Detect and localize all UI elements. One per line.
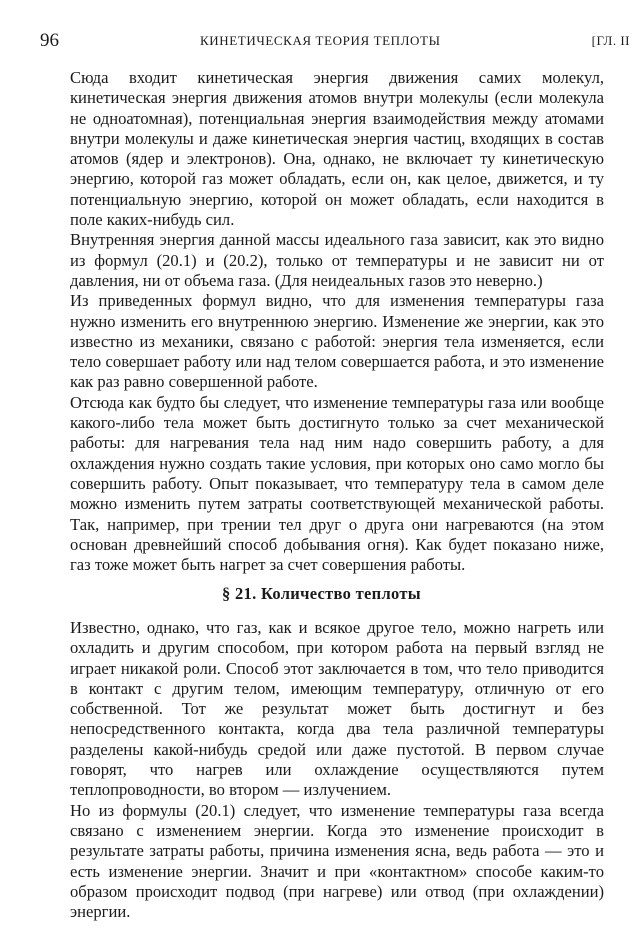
paragraph-mechanical-work: Отсюда как будто бы следует, что изменение температуры газа или вообще какого-либо тела может быть достигнуто только за счет механической работы: для нагревания тела над ним надо совершить работу, а для охлаждения нужно создать такие условия, при которых оно само могло бы совершить работу. Опыт показывает, что температуру тела в самом деле можно изменить путем затраты соответствующей механической работы. Так, например, при трении тел друг о друга они нагреваются (на этом основан древнейший способ добывания огня). Как будет показано ниже, газ тоже может быть нагрет за счет совершения работы. xyxy=(70,392,604,575)
running-head xyxy=(40,30,630,54)
page-number: 96 xyxy=(40,30,59,51)
paragraph-internal-energy-components: Сюда входит кинетическая энергия движения самих молекул, кинетическая энергия движения атомов внутри молекулы (если молекула не одноатомная), потенциальная энергия взаимодействия между атомами внутри молекулы и даже кинетическая энергия частиц, входящих в состав атомов (ядер и электронов). Она, однако, не включает ту кинетическую энергию, которой газ может обладать, если он, как целое, движется, и ту потенциальную энергию, которой он может обладать, если находится в поле каких-нибудь сил. xyxy=(70,68,604,230)
text-block-top xyxy=(70,68,604,575)
text-block-bottom xyxy=(70,618,604,922)
paragraph-energy-and-work: Из приведенных формул видно, что для изменения температуры газа нужно изменить его внутреннюю энергию. Изменение же энергии, как это известно из механики, связано с работой: энергия тела изменяется, если тело совершает работу или над телом совершается работа, и это изменение как раз равно совершенной работе. xyxy=(70,291,604,392)
paragraph-ideal-gas-energy: Внутренняя энергия данной массы идеального газа зависит, как это видно из формул (20.1) и (20.2), только от температуры и не зависит ни от давления, ни от объема газа. (Для неидеальных газов это неверно.) xyxy=(70,230,604,290)
paragraph-heat-transfer: Известно, однако, что газ, как и всякое другое тело, можно нагреть или охладить и другим способом, при котором работа на первый взгляд не играет никакой роли. Способ этот заключается в том, что тело приводится в контакт с другим телом, имеющим температуру, отличную от его собственной. Тот же результат может быть достигнут и без непосредственного контакта, когда два тела различной температуры разделены какой-нибудь средой или даже пустотой. В первом случае говорят, что нагрев или охлаждение осуществляются путем теплопроводности, во втором — излучением. xyxy=(70,618,604,800)
chapter-reference: [ГЛ. II xyxy=(591,33,630,48)
section-heading: § 21. Количество теплоты xyxy=(222,584,421,603)
running-title: КИНЕТИЧЕСКАЯ ТЕОРИЯ ТЕПЛОТЫ xyxy=(200,33,441,48)
paragraph-energy-supply: Но из формулы (20.1) следует, что изменение температуры газа всегда связано с изменением энергии. Когда это изменение происходит в результате затраты работы, причина изменения ясна, ведь работа — это и есть изменение энергии. Значит и при «контактном» способе каким-то образом происходит подвод (при нагреве) или отвод (при охлаждении) энергии. xyxy=(70,800,604,922)
